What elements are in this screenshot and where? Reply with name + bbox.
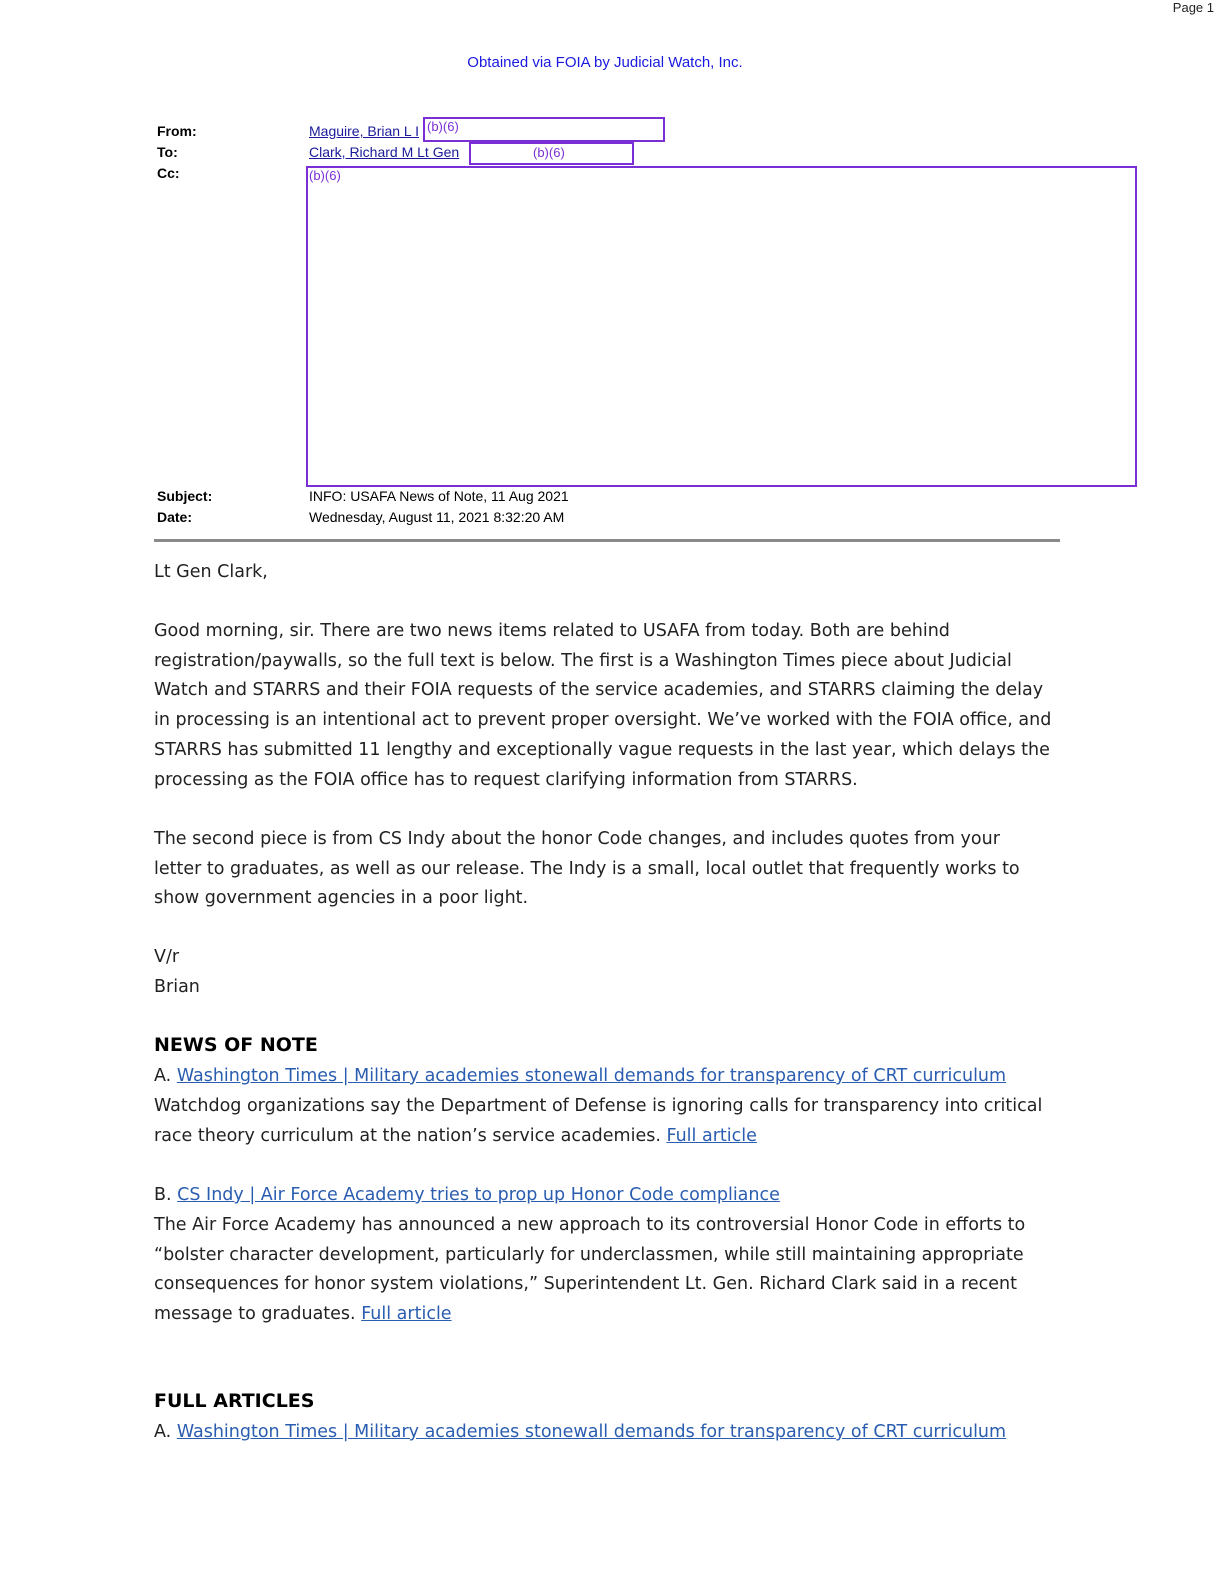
body-paragraph-2: The second piece is from CS Indy about the honor Code changes, and includes quotes from your letter to graduates, as well as our release. The Indy is a small, local outlet that frequently works to show government agencies in a poor light.: [154, 829, 1020, 909]
date-value: Wednesday, August 11, 2021 8:32:20 AM: [309, 509, 565, 525]
body-paragraph-1: Good morning, sir. There are two news items related to USAFA from today. Both are behind registration/paywalls, so the full text is below. The first is a Washington Times piece about Judicial Watch and STARRS and their FOIA requests of the service academies, and STARRS claiming the delay in processing is an intentional act to prevent proper oversight. We’ve worked with the FOIA office, and STARRS has submitted 11 lengthy and exceptionally vague requests in the last year, which delays the processing as the FOIA office has to request clarifying information from STARRS.: [154, 621, 1052, 790]
from-value: [309, 123, 419, 139]
page-number: Page 1: [1172, 0, 1214, 15]
news-item-b-title-link[interactable]: CS Indy | Air Force Academy tries to prop up Honor Code compliance: [177, 1185, 780, 1205]
news-of-note-heading: NEWS OF NOTE: [154, 1034, 318, 1056]
to-recipient-link[interactable]: Clark, Richard M Lt Gen: [309, 144, 460, 160]
news-item-b-title-line: [154, 1181, 1074, 1211]
from-redaction-box: [423, 117, 665, 142]
salutation: Lt Gen Clark,: [154, 562, 268, 582]
foia-notice: Obtained via FOIA by Judicial Watch, Inc.: [467, 54, 743, 71]
date-label: Date:: [157, 509, 193, 525]
header-divider: [154, 539, 1060, 542]
to-redaction-box: [469, 142, 634, 165]
news-item-a-prefix: A.: [154, 1066, 172, 1086]
news-item-a-title-line: [154, 1062, 1074, 1092]
to-value: [309, 144, 459, 160]
closing: V/r: [154, 947, 180, 967]
news-item-a-title-link[interactable]: Washington Times | Military academies stonewall demands for transparency of CRT curriculum: [176, 1066, 1007, 1086]
from-label: From:: [157, 123, 197, 139]
news-item-a-summary-text: Watchdog organizations say the Department of Defense is ignoring calls for transparency into critical race theory curriculum at the nation’s service academies.: [154, 1096, 1043, 1146]
cc-redaction-box: [306, 166, 1137, 487]
subject-value: INFO: USAFA News of Note, 11 Aug 2021: [309, 488, 569, 504]
full-article-a-title-line: [154, 1418, 1074, 1448]
cc-label: Cc:: [157, 165, 180, 181]
subject-label: Subject:: [157, 488, 213, 504]
from-redaction-label: (b)(6): [427, 119, 459, 134]
full-article-a-title-link[interactable]: Washington Times | Military academies stonewall demands for transparency of CRT curriculum: [176, 1422, 1007, 1442]
cc-redaction-label: (b)(6): [309, 168, 341, 183]
news-item-b-prefix: B.: [154, 1185, 172, 1205]
full-article-a-prefix: A.: [154, 1422, 172, 1442]
news-item-a-full-article-link[interactable]: Full article: [666, 1125, 757, 1146]
signature: Brian: [154, 977, 200, 997]
to-redaction-label: (b)(6): [533, 145, 565, 160]
from-sender-link[interactable]: Maguire, Brian L I: [309, 123, 419, 139]
to-label: To:: [157, 144, 178, 160]
news-item-b-full-article-link[interactable]: Full article: [361, 1304, 452, 1325]
full-articles-heading: FULL ARTICLES: [154, 1390, 315, 1412]
news-item-a-summary: [154, 1092, 1064, 1151]
news-item-b-summary-text: The Air Force Academy has announced a new approach to its controversial Honor Code in efforts to “bolster character development, particularly for underclassmen, while still maintaining appropriate consequences for honor system violations,” Superintendent Lt. Gen. Richard Clark said in a recent message to graduates.: [154, 1215, 1026, 1325]
news-item-b-summary: [154, 1211, 1059, 1330]
